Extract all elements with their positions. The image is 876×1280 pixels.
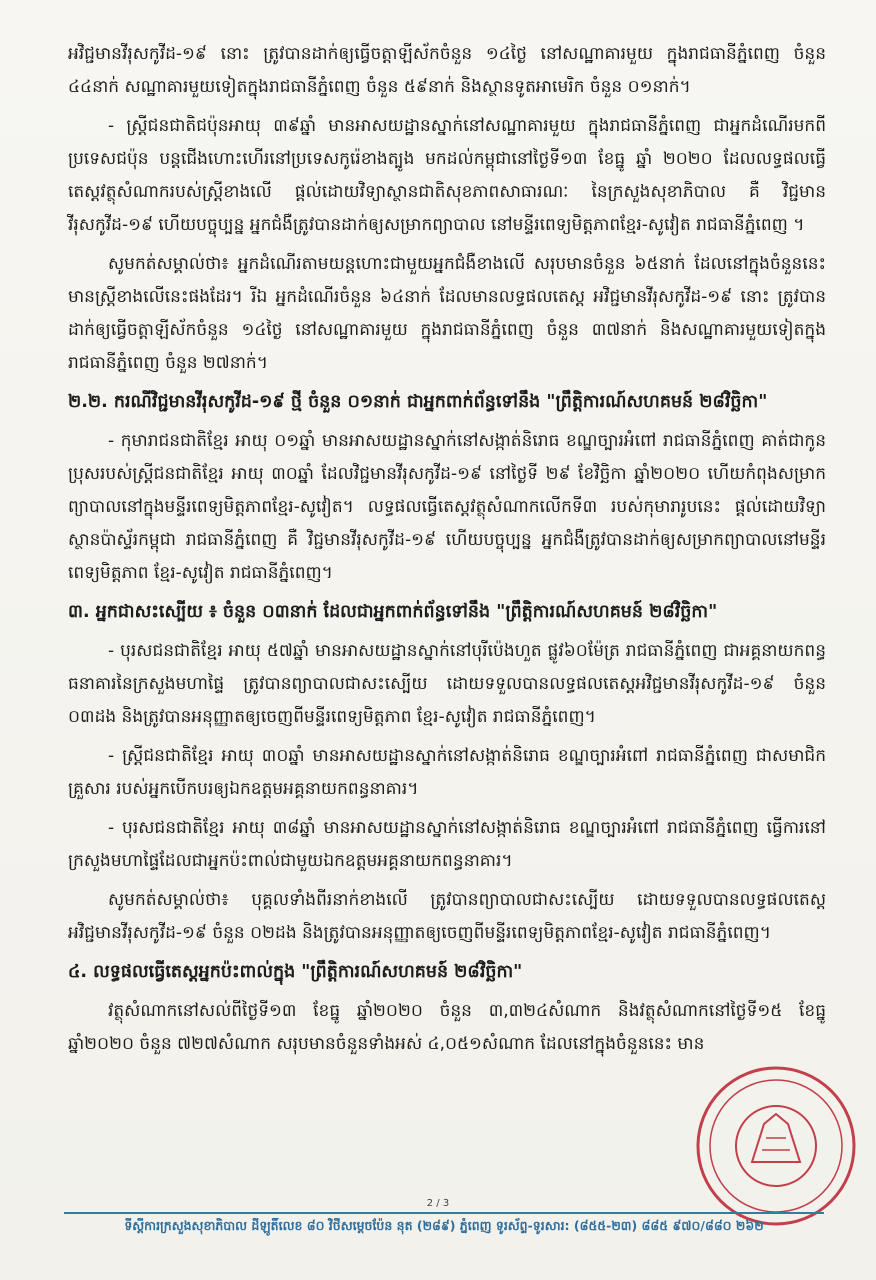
paragraph-recovered-1: - បុរសជនជាតិខ្មែរ អាយុ ៥៧ឆ្នាំ មានអាសយដ្ឋានស្នាក់នៅបុរីប៉េងហួត ផ្លូវ៦០ម៉ែត្រ រាជធានីភ្នំពេញ ជាអគ្គនាយកពន្ធធនាគារនៃក្រសួងមហាផ្ទៃ ត្រូវបានព្យាបាលជាសះស្បើយ ដោយទទួលបានលទ្ធផលតេស្តអវិជ្ជមានវីរុសកូវីដ-១៩ ចំនួន ០៣ដង និងត្រូវបានអនុញ្ញាតឲ្យចេញពីមន្ទីរពេទ្យមិត្តភាព ខ្មែរ-សូវៀត រាជធានីភ្នំពេញ។	[68, 641, 826, 727]
footer-divider	[64, 1212, 824, 1214]
paragraph-recovered-2: - ស្ត្រីជនជាតិខ្មែរ អាយុ ៣០ឆ្នាំ មានអាសយដ្ឋានស្នាក់នៅសង្កាត់និរោធ ខណ្ឌច្បារអំពៅ រាជធានីភ្នំពេញ ជាសមាជិកគ្រួសារ របស់អ្នកបើកបរឲ្យឯកឧត្តមអគ្គនាយកពន្ធនាគារ។	[68, 746, 826, 799]
section-2-2-heading: ២.២. ករណីវិជ្ជមានវីរុសកូវីដ-១៩ ថ្មី ចំនួន ០១នាក់ ជាអ្នកពាក់ព័ន្ធទៅនឹង "ព្រឹត្តិការណ៍សហគមន៍ ២៨វិច្ឆិកា"	[68, 392, 768, 412]
stamp-temple-lines	[758, 1138, 794, 1162]
paragraph-note-passengers: សូមកត់សម្គាល់ថា៖ អ្នកដំណើរតាមយន្តហោះជាមួយអ្នកជំងឺខាងលើ សរុបមានចំនួន ៦៥នាក់ ដែលនៅក្នុងចំនួននេះ មានស្ត្រីខាងលើនេះផងដែរ។ រីឯ អ្នកដំណើរចំនួន ៦៤នាក់ ដែលមានលទ្ធផលតេស្ត អវិជ្ជមានវីរុសកូវីដ-១៩ នោះ ត្រូវបានដាក់ឲ្យធ្វើចត្តាឡីស័កចំនួន ១៤ថ្ងៃ នៅសណ្ឋាគារមួយ ក្នុងរាជធានីភ្នំពេញ ចំនួន ៣៧នាក់ និងសណ្ឋាគារមួយទៀតក្នុងរាជធានីភ្នំពេញ ចំនួន ២៧នាក់។	[68, 254, 826, 373]
stamp-center-ring	[736, 1106, 816, 1186]
paragraph-recovered-note: សូមកត់សម្គាល់ថា៖ បុគ្គលទាំងពីរនាក់ខាងលើ ត្រូវបានព្យាបាលជាសះស្បើយ ដោយទទួលបានលទ្ធផលតេស្តអវិជ្ជមានវីរុសកូវីដ-១៩ ចំនួន ០២ដង និងត្រូវបានអនុញ្ញាតឲ្យចេញពីមន្ទីរពេទ្យមិត្តភាពខ្មែរ-សូវៀត រាជធានីភ្នំពេញ។	[68, 890, 826, 943]
stamp-inner-ring	[710, 1080, 842, 1212]
footer-address: ទីស្តីការក្រសួងសុខាភិបាល ដីឡូតិ៍លេខ ៨០ វិថីសម្តេចប៉ែន នុត (២៨៩) ភ្នំពេញ ទូរស័ព្ទ-ទូរសារ: (៨៥៥-២៣) ៨៨៥ ៩៧០/៨៨០ ២៦២	[124, 1218, 764, 1233]
page-number: 2 / 3	[426, 1198, 450, 1209]
paragraph-continuation: អវិជ្ជមានវីរុសកូវីដ-១៩ នោះ ត្រូវបានដាក់ឲ្យធ្វើចត្តាឡីស័កចំនួន ១៤ថ្ងៃ នៅសណ្ឋាគារមួយ ក្នុងរាជធានីភ្នំពេញ ចំនួន ៤៤នាក់ សណ្ឋាគារមួយទៀតក្នុងរាជធានីភ្នំពេញ ចំនួន ៥៩នាក់ និងស្ថានទូតអាមេរិក ចំនួន ០១នាក់។	[68, 44, 826, 97]
section-3-heading: ៣. អ្នកជាសះស្បើយ ៖ ចំនួន ០៣នាក់ ដែលជាអ្នកពាក់ព័ន្ធទៅនឹង "ព្រឹត្តិការណ៍សហគមន៍ ២៨វិច្ឆិកា"	[68, 602, 718, 622]
document-body	[68, 38, 826, 1067]
paragraph-recovered-3: - បុរសជនជាតិខ្មែរ អាយុ ៣៨ឆ្នាំ មានអាសយដ្ឋានស្នាក់នៅសង្កាត់និរោធ ខណ្ឌច្បារអំពៅ រាជធានីភ្នំពេញ ធ្វើការនៅក្រសួងមហាផ្ទៃដែលជាអ្នកប៉ះពាល់ជាមួយឯកឧត្តមអគ្គនាយកពន្ធនាគារ។	[68, 818, 826, 871]
paragraph-child-case: - កុមារាជនជាតិខ្មែរ អាយុ ០១ឆ្នាំ មានអាសយដ្ឋានស្នាក់នៅសង្កាត់និរោធ ខណ្ឌច្បារអំពៅ រាជធានីភ្នំពេញ គាត់ជាកូនប្រុសរបស់ស្ត្រីជនជាតិខ្មែរ អាយុ ៣០ឆ្នាំ ដែលវិជ្ជមានវីរុសកូវីដ-១៩ នៅថ្ងៃទី ២៩ ខែវិច្ឆិកា ឆ្នាំ២០២០ ហើយកំពុងសម្រាកព្យាបាលនៅក្នុងមន្ទីរពេទ្យមិត្តភាពខ្មែរ-សូវៀត។ លទ្ធផលធ្វើតេស្តវត្ថុសំណាកលើកទី៣ របស់កុមារារូបនេះ ផ្តល់ដោយវិទ្យាស្ថានប៉ាស្ទ័រកម្ពុជា រាជធានីភ្នំពេញ គឺ វិជ្ជមានវីរុសកូវីដ-១៩ ហើយបច្ចុប្បន្ន អ្នកជំងឺត្រូវបានដាក់ឲ្យសម្រាកព្យាបាលនៅមន្ទីរពេទ្យមិត្តភាព ខ្មែរ-សូវៀត រាជធានីភ្នំពេញ។	[68, 431, 826, 583]
paragraph-japanese-case: - ស្ត្រីជនជាតិជប៉ុនអាយុ ៣៩ឆ្នាំ មានអាសយដ្ឋានស្នាក់នៅសណ្ឋាគារមួយ ក្នុងរាជធានីភ្នំពេញ ជាអ្នកដំណើរមកពីប្រទេសជប៉ុន បន្តជើងហោះហើរនៅប្រទេសកូរ៉េខាងត្បូង មកដល់កម្ពុជានៅថ្ងៃទី១៣ ខែធ្នូ ឆ្នាំ ២០២០ ដែលលទ្ធផលធ្វើតេស្តវត្ថុសំណាករបស់ស្ត្រីខាងលើ ផ្តល់ដោយវិទ្យាស្ថានជាតិសុខភាពសាធារណៈ នៃក្រសួងសុខាភិបាល គឺ វិជ្ជមានវីរុសកូវីដ-១៩ ហើយបច្ចុប្បន្ន អ្នកជំងឺត្រូវបានដាក់ឲ្យសម្រាកព្យាបាល នៅមន្ទីរពេទ្យមិត្តភាពខ្មែរ-សូវៀត រាជធានីភ្នំពេញ ។	[68, 116, 826, 235]
paragraph-test-results: វត្ថុសំណាកនៅសល់ពីថ្ងៃទី១៣ ខែធ្នូ ឆ្នាំ២០២០ ចំនួន ៣,៣២៤សំណាក និងវត្ថុសំណាកនៅថ្ងៃទី១៥ ខែធ្នូ ឆ្នាំ២០២០ ចំនួន ៧២៧សំណាក សរុបមានចំនួនទាំងអស់ ៤,០៥១សំណាក ដែលនៅក្នុងចំនួននេះ មាន	[68, 1001, 826, 1054]
section-4-heading: ៤. លទ្ធផលធ្វើតេស្តអ្នកប៉ះពាល់ក្នុង "ព្រឹត្តិការណ៍សហគមន៍ ២៨វិច្ឆិកា"	[68, 962, 523, 982]
